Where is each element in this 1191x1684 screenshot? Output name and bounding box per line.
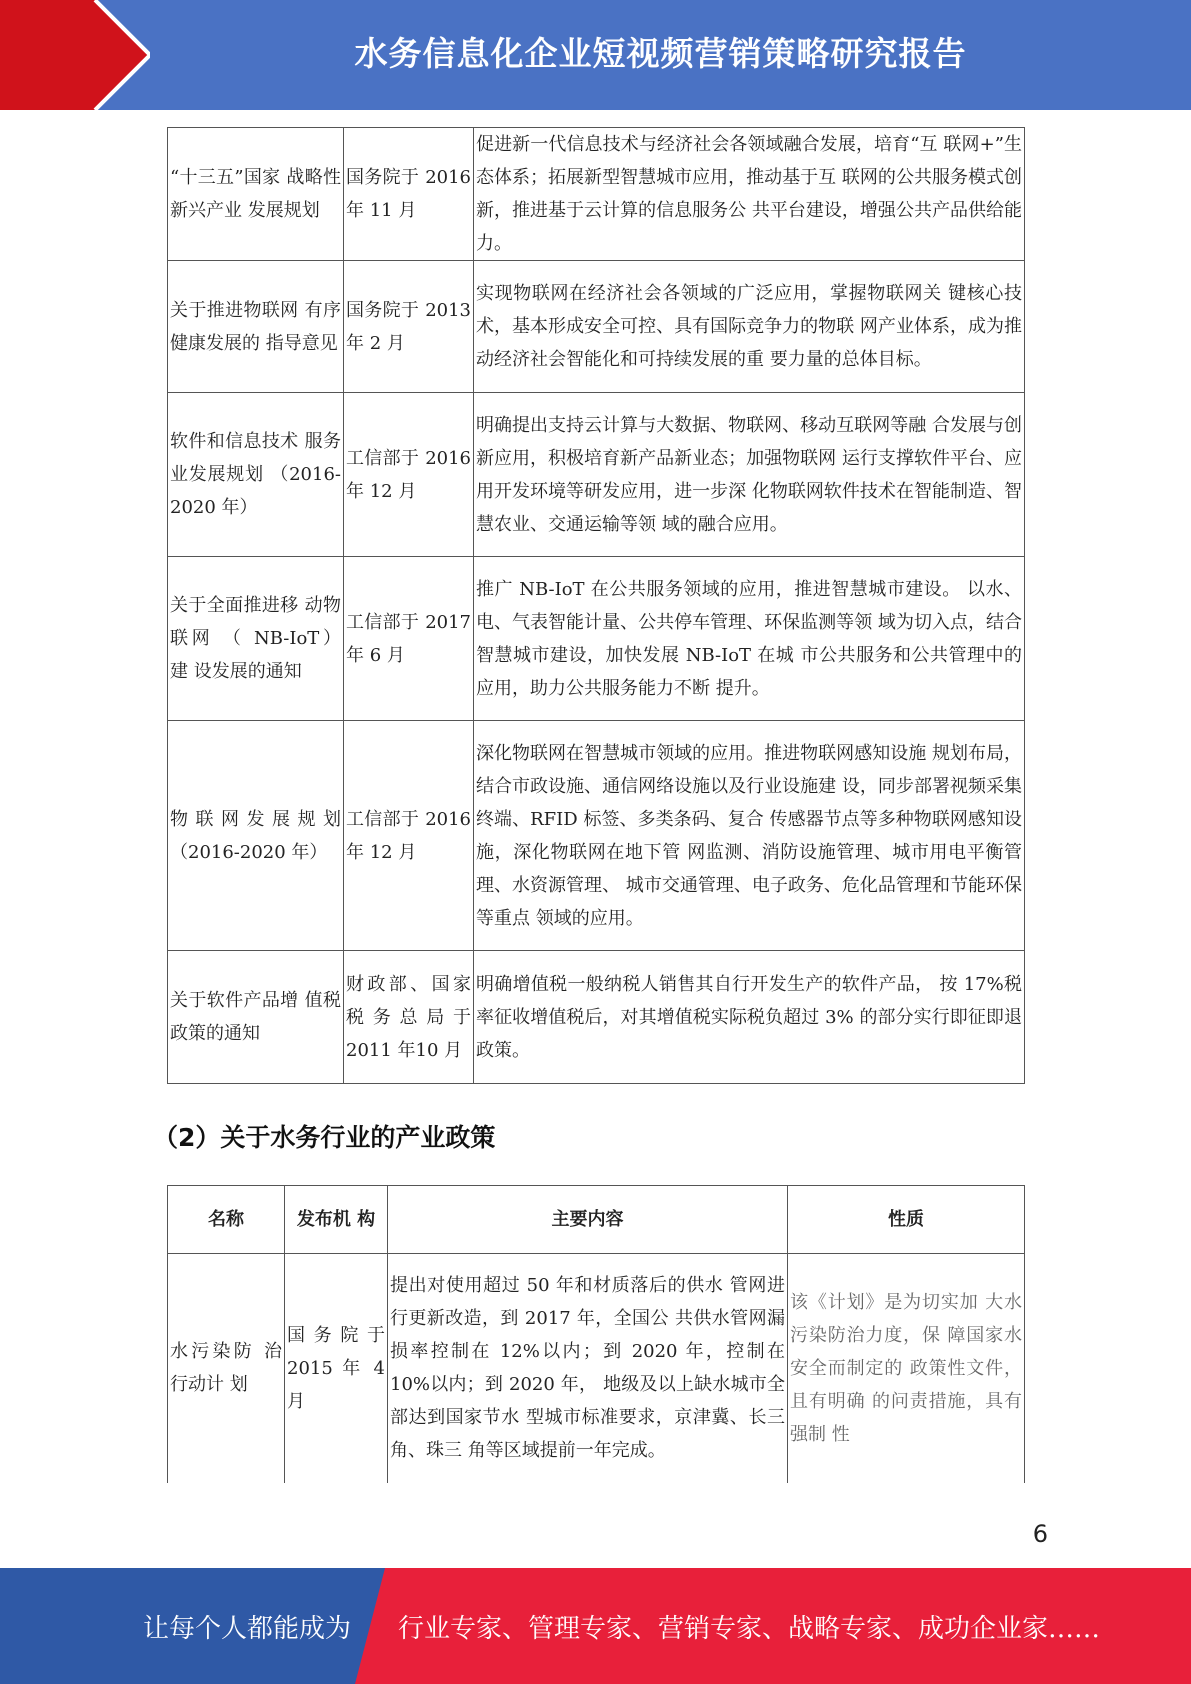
table-row xyxy=(168,393,1025,557)
table-row xyxy=(168,128,1025,261)
content-cell: 提出对使用超过 50 年和材质落后的供水 管网进行更新改造，到 2017 年，全国公 共供水管网漏损率控制在 12%以内；到 2020 年，控制在 10%以内；到 2020 年， 地级及以上缺水城市全部达到国家节水 型城市标准要求，京津冀、长三角、珠三 角等区域提前一年完成。 xyxy=(388,1254,788,1483)
policy-name-cell: 关于全面推进移 动物联网 （ NB-IoT） 建 设发展的通知 xyxy=(168,557,344,721)
policy-name-cell: “十三五”国家 战略性新兴产业 发展规划 xyxy=(168,128,344,261)
issuer-cell: 工信部于 2016 年 12 月 xyxy=(344,393,474,557)
footer-slogan-right: 行业专家、管理专家、营销专家、战略专家、成功企业家…… xyxy=(398,1614,1101,1644)
content-cell: 明确增值税一般纳税人销售其自行开发生产的软件产品， 按 17%税率征收增值税后，对其增值税实际税负超过 3% 的部分实行即征即退政策。 xyxy=(474,951,1025,1084)
header-red-arrow-decoration xyxy=(0,0,150,110)
water-policy-table xyxy=(167,1185,1025,1483)
table-row xyxy=(168,557,1025,721)
table-header-row xyxy=(168,1186,1025,1254)
content-cell: 促进新一代信息技术与经济社会各领域融合发展，培育“互 联网+”生态体系；拓展新型智慧城市应用，推动基于互 联网的公共服务模式创新，推进基于云计算的信息服务公 共平台建设，增强公共产品供给能力。 xyxy=(474,128,1025,261)
page-number: 6 xyxy=(1032,1520,1048,1548)
issuer-cell: 工信部于 2016 年 12 月 xyxy=(344,721,474,951)
policy-name-cell: 软件和信息技术 服务业发展规划 （2016-2020 年） xyxy=(168,393,344,557)
column-header-nature: 性质 xyxy=(788,1186,1025,1254)
content-cell: 推广 NB-IoT 在公共服务领域的应用，推进智慧城市建设。 以水、电、气表智能计量、公共停车管理、环保监测等领 域为切入点，结合智慧城市建设，加快发展 NB-IoT 在城 市公共服务和公共管理中的应用，助力公共服务能力不断 提升。 xyxy=(474,557,1025,721)
issuer-cell: 工信部于 2017 年 6 月 xyxy=(344,557,474,721)
column-header-issuer: 发布机 构 xyxy=(285,1186,388,1254)
table-row xyxy=(168,951,1025,1084)
footer-slogan-left: 让每个人都能成为 xyxy=(143,1614,352,1644)
table-row xyxy=(168,721,1025,951)
nature-cell: 该《计划》是为切实加 大水污染防治力度，保 障国家水安全而制定的 政策性文件，且有明确 的问责措施，具有强制 性 xyxy=(788,1254,1025,1483)
policy-name-cell: 水污染防 治行动计 划 xyxy=(168,1254,285,1483)
column-header-content: 主要内容 xyxy=(388,1186,788,1254)
issuer-cell: 财政部、国家税务总局于 2011 年10 月 xyxy=(344,951,474,1084)
content-cell: 实现物联网在经济社会各领域的广泛应用，掌握物联网关 键核心技术，基本形成安全可控、具有国际竞争力的物联 网产业体系，成为推动经济社会智能化和可持续发展的重 要力量的总体目标。 xyxy=(474,261,1025,393)
page-header xyxy=(0,0,1191,110)
issuer-cell: 国务院于 2013 年 2 月 xyxy=(344,261,474,393)
policy-table-1 xyxy=(167,127,1025,1084)
content-cell: 深化物联网在智慧城市领域的应用。推进物联网感知设施 规划布局，结合市政设施、通信网络设施以及行业设施建 设，同步部署视频采集终端、RFID 标签、多类条码、复合 传感器节点等多种物联网感知设施，深化物联网在地下管 网监测、消防设施管理、城市用电平衡管理、水资源管理、 城市交通管理、电子政务、危化品管理和节能环保等重点 领域的应用。 xyxy=(474,721,1025,951)
report-title: 水务信息化企业短视频营销策略研究报告 xyxy=(354,34,967,73)
column-header-name: 名称 xyxy=(168,1186,285,1254)
policy-name-cell: 物联网发展规划 （2016-2020 年） xyxy=(168,721,344,951)
policy-name-cell: 关于软件产品增 值税政策的通知 xyxy=(168,951,344,1084)
table-row xyxy=(168,1254,1025,1483)
page-footer xyxy=(0,1568,1191,1684)
issuer-cell: 国务院于 2016 年 11 月 xyxy=(344,128,474,261)
content-cell: 明确提出支持云计算与大数据、物联网、移动互联网等融 合发展与创新应用，积极培育新产品新业态；加强物联网 运行支撑软件平台、应用开发环境等研发应用，进一步深 化物联网软件技术在智能制造、智慧农业、交通运输等领 域的融合应用。 xyxy=(474,393,1025,557)
policy-name-cell: 关于推进物联网 有序健康发展的 指导意见 xyxy=(168,261,344,393)
section-heading: （2）关于水务行业的产业政策 xyxy=(153,1123,496,1152)
issuer-cell: 国务院于 2015 年 4 月 xyxy=(285,1254,388,1483)
table-row xyxy=(168,261,1025,393)
